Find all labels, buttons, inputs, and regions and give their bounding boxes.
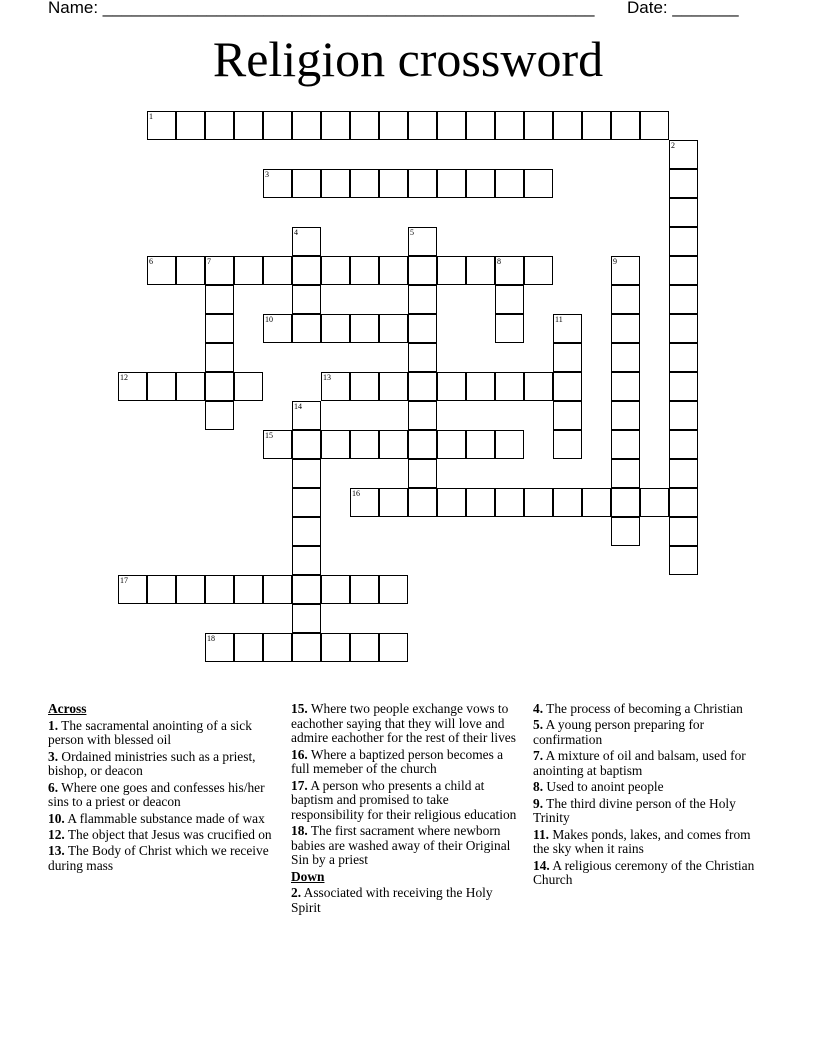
crossword-cell[interactable]: [495, 256, 524, 285]
crossword-cell[interactable]: [176, 372, 205, 401]
crossword-cell[interactable]: [321, 430, 350, 459]
clue-column-3: [533, 702, 758, 890]
clue-down-8: 8. Used to anoint people: [533, 779, 664, 795]
crossword-cell[interactable]: [321, 372, 350, 401]
crossword-cell[interactable]: [176, 111, 205, 140]
crossword-cell[interactable]: [553, 488, 582, 517]
clue-down-4: 4. The process of becoming a Christian: [533, 701, 743, 716]
crossword-cell[interactable]: [292, 169, 321, 198]
crossword-cell[interactable]: [379, 169, 408, 198]
crossword-cell[interactable]: [495, 285, 524, 314]
clue-across-3: 3. Ordained ministries such as a priest, bishop, or deacon: [48, 748, 256, 779]
crossword-cell[interactable]: [205, 314, 234, 343]
crossword-cell[interactable]: [205, 111, 234, 140]
crossword-cell[interactable]: [263, 111, 292, 140]
crossword-cell[interactable]: [466, 430, 495, 459]
crossword-cell[interactable]: [263, 575, 292, 604]
clue-column-2: [291, 702, 523, 917]
crossword-cell[interactable]: [292, 227, 321, 256]
crossword-cell[interactable]: [292, 546, 321, 575]
crossword-cell[interactable]: [379, 372, 408, 401]
crossword-cell[interactable]: [582, 488, 611, 517]
crossword-cell[interactable]: [118, 372, 147, 401]
crossword-cell[interactable]: [350, 111, 379, 140]
clue-number: 10: [265, 315, 273, 324]
crossword-cell[interactable]: [524, 169, 553, 198]
crossword-cell[interactable]: [292, 314, 321, 343]
crossword-cell[interactable]: [669, 430, 698, 459]
crossword-cell[interactable]: [292, 256, 321, 285]
crossword-cell[interactable]: [611, 401, 640, 430]
crossword-cell[interactable]: [553, 111, 582, 140]
crossword-cell[interactable]: [234, 633, 263, 662]
crossword-cell[interactable]: [205, 285, 234, 314]
crossword-cell[interactable]: [350, 372, 379, 401]
crossword-cell[interactable]: [437, 169, 466, 198]
crossword-cell[interactable]: [437, 111, 466, 140]
crossword-cell[interactable]: [292, 517, 321, 546]
crossword-cell[interactable]: [669, 372, 698, 401]
crossword-cell[interactable]: [466, 372, 495, 401]
crossword-cell[interactable]: [524, 488, 553, 517]
clue-number: 1: [149, 112, 153, 121]
clue-number: 12: [120, 373, 128, 382]
down-heading: Down: [291, 868, 325, 884]
crossword-cell[interactable]: [611, 111, 640, 140]
clue-number: 2: [671, 141, 675, 150]
crossword-cell[interactable]: [176, 256, 205, 285]
crossword-cell[interactable]: [292, 401, 321, 430]
crossword-cell[interactable]: [611, 517, 640, 546]
crossword-cell[interactable]: [408, 430, 437, 459]
clue-across-18: 18. The first sacrament where newborn babies are washed away of their Original Sin by a priest: [291, 823, 511, 868]
crossword-cell[interactable]: [669, 140, 698, 169]
crossword-cell[interactable]: [292, 459, 321, 488]
clue-across-13: 13. The Body of Christ which we receive during mass: [48, 843, 269, 873]
crossword-cell[interactable]: [524, 111, 553, 140]
clue-number: 15: [265, 431, 273, 440]
crossword-cell[interactable]: [582, 111, 611, 140]
crossword-cell[interactable]: [553, 401, 582, 430]
crossword-cell[interactable]: [408, 372, 437, 401]
clue-number: 17: [120, 576, 128, 585]
date-field-label: Date: _______: [627, 0, 739, 17]
crossword-cell[interactable]: [234, 111, 263, 140]
crossword-cell[interactable]: [379, 488, 408, 517]
crossword-cell[interactable]: [495, 430, 524, 459]
clue-across-15: 15. Where two people exchange vows to eachother saying that they will love and admire eachother for the rest of their lives: [291, 701, 516, 746]
crossword-cell[interactable]: [379, 430, 408, 459]
crossword-cell[interactable]: [205, 256, 234, 285]
crossword-cell[interactable]: [611, 285, 640, 314]
crossword-cell[interactable]: [350, 488, 379, 517]
crossword-cell[interactable]: [147, 372, 176, 401]
crossword-cell[interactable]: [350, 633, 379, 662]
crossword-cell[interactable]: [147, 575, 176, 604]
crossword-cell[interactable]: [118, 575, 147, 604]
clue-number: 14: [294, 402, 302, 411]
crossword-cell[interactable]: [553, 343, 582, 372]
crossword-cell[interactable]: [379, 256, 408, 285]
crossword-cell[interactable]: [611, 372, 640, 401]
clue-down-5: 5. A young person preparing for confirmation: [533, 717, 705, 747]
clue-number: 7: [207, 257, 211, 266]
name-field-label: Name: ____________________________________________________: [48, 0, 595, 17]
crossword-cell[interactable]: [669, 314, 698, 343]
clue-number: 3: [265, 170, 269, 179]
crossword-cell[interactable]: [379, 111, 408, 140]
crossword-cell[interactable]: [408, 285, 437, 314]
clue-across-6: 6. Where one goes and confesses his/her sins to a priest or deacon: [48, 779, 265, 810]
crossword-cell[interactable]: [321, 111, 350, 140]
crossword-cell[interactable]: [379, 633, 408, 662]
crossword-cell[interactable]: [669, 256, 698, 285]
crossword-cell[interactable]: [321, 575, 350, 604]
clue-across-16: 16. Where a baptized person becomes a full memeber of the church: [291, 746, 504, 777]
crossword-cell[interactable]: [437, 372, 466, 401]
crossword-cell[interactable]: [669, 285, 698, 314]
clue-down-11: 11. Makes ponds, lakes, and comes from the sky when it rains: [533, 826, 751, 857]
crossword-cell[interactable]: [669, 343, 698, 372]
crossword-cell[interactable]: [611, 343, 640, 372]
crossword-cell[interactable]: [495, 314, 524, 343]
crossword-cell[interactable]: [408, 343, 437, 372]
crossword-cell[interactable]: [408, 169, 437, 198]
clue-across-17: 17. A person who presents a child at baptism and promised to take responsibility for their religious education: [291, 777, 517, 822]
crossword-cell[interactable]: [292, 575, 321, 604]
crossword-cell[interactable]: [669, 459, 698, 488]
crossword-cell[interactable]: [553, 372, 582, 401]
clue-down-7: 7. A mixture of oil and balsam, used for anointing at baptism: [533, 748, 746, 778]
crossword-cell[interactable]: [176, 575, 205, 604]
clue-down-2: 2. Associated with receiving the Holy Spirit: [291, 885, 493, 915]
crossword-cell[interactable]: [292, 430, 321, 459]
crossword-cell[interactable]: [321, 633, 350, 662]
crossword-cell[interactable]: [495, 169, 524, 198]
crossword-cell[interactable]: [669, 517, 698, 546]
crossword-cell[interactable]: [205, 575, 234, 604]
crossword-cell[interactable]: [292, 111, 321, 140]
crossword-cell[interactable]: [437, 256, 466, 285]
clue-number: 4: [294, 228, 298, 237]
clue-column-1: [48, 702, 273, 875]
clue-number: 18: [207, 634, 215, 643]
clue-number: 6: [149, 257, 153, 266]
crossword-cell[interactable]: [205, 343, 234, 372]
crossword-cell[interactable]: [466, 169, 495, 198]
crossword-cell[interactable]: [408, 314, 437, 343]
clue-number: 13: [323, 373, 331, 382]
crossword-cell[interactable]: [437, 488, 466, 517]
crossword-cell[interactable]: [611, 314, 640, 343]
clue-number: 5: [410, 228, 414, 237]
crossword-cell[interactable]: [234, 256, 263, 285]
clue-across-12: 12. The object that Jesus was crucified on: [48, 826, 272, 842]
crossword-cell[interactable]: [611, 488, 640, 517]
crossword-cell[interactable]: [205, 401, 234, 430]
crossword-cell[interactable]: [669, 546, 698, 575]
crossword-cell[interactable]: [292, 604, 321, 633]
crossword-cell[interactable]: [553, 314, 582, 343]
crossword-cell[interactable]: [669, 401, 698, 430]
crossword-cell[interactable]: [408, 256, 437, 285]
crossword-cell[interactable]: [147, 111, 176, 140]
crossword-cell[interactable]: [321, 169, 350, 198]
crossword-cell[interactable]: [611, 430, 640, 459]
crossword-cell[interactable]: [263, 314, 292, 343]
crossword-cell[interactable]: [408, 227, 437, 256]
crossword-cell[interactable]: [408, 459, 437, 488]
clue-number: 11: [555, 315, 563, 324]
crossword-cell[interactable]: [263, 430, 292, 459]
crossword-cell[interactable]: [292, 633, 321, 662]
crossword-cell[interactable]: [408, 111, 437, 140]
crossword-cell[interactable]: [321, 256, 350, 285]
crossword-cell[interactable]: [437, 430, 466, 459]
crossword-cell[interactable]: [350, 575, 379, 604]
crossword-cell[interactable]: [292, 488, 321, 517]
crossword-cell[interactable]: [466, 256, 495, 285]
crossword-cell[interactable]: [350, 430, 379, 459]
crossword-cell[interactable]: [205, 372, 234, 401]
crossword-cell[interactable]: [263, 256, 292, 285]
crossword-cell[interactable]: [408, 401, 437, 430]
clue-across-10: 10. A flammable substance made of wax: [48, 810, 265, 826]
clue-number: 8: [497, 257, 501, 266]
crossword-cell[interactable]: [466, 488, 495, 517]
crossword-cell[interactable]: [669, 227, 698, 256]
crossword-cell[interactable]: [495, 111, 524, 140]
crossword-cell[interactable]: [466, 111, 495, 140]
crossword-cell[interactable]: [321, 314, 350, 343]
crossword-cell[interactable]: [234, 575, 263, 604]
crossword-cell[interactable]: [611, 256, 640, 285]
crossword-cell[interactable]: [350, 314, 379, 343]
crossword-cell[interactable]: [495, 372, 524, 401]
crossword-cell[interactable]: [495, 488, 524, 517]
crossword-cell[interactable]: [640, 488, 669, 517]
crossword-cell[interactable]: [234, 372, 263, 401]
crossword-cell[interactable]: [611, 459, 640, 488]
clue-number: 9: [613, 257, 617, 266]
crossword-cell[interactable]: [379, 314, 408, 343]
crossword-cell[interactable]: [669, 488, 698, 517]
crossword-cell[interactable]: [263, 169, 292, 198]
page-title: Religion crossword: [212, 31, 604, 87]
crossword-cell[interactable]: [147, 256, 176, 285]
clue-down-14: 14. A religious ceremony of the Christian Church: [533, 857, 755, 888]
crossword-cell[interactable]: [292, 285, 321, 314]
crossword-cell[interactable]: [524, 372, 553, 401]
crossword-cell[interactable]: [205, 633, 234, 662]
clue-down-9: 9. The third divine person of the Holy Trinity: [533, 795, 736, 826]
crossword-cell[interactable]: [524, 256, 553, 285]
crossword-cell[interactable]: [408, 488, 437, 517]
crossword-cell[interactable]: [350, 169, 379, 198]
crossword-cell[interactable]: [669, 198, 698, 227]
crossword-cell[interactable]: [350, 256, 379, 285]
crossword-cell[interactable]: [553, 430, 582, 459]
crossword-cell[interactable]: [669, 169, 698, 198]
crossword-cell[interactable]: [379, 575, 408, 604]
clue-across-1: 1. The sacramental anointing of a sick person with blessed oil: [48, 717, 252, 748]
crossword-cell[interactable]: [640, 111, 669, 140]
across-heading: Across: [48, 701, 87, 716]
crossword-cell[interactable]: [263, 633, 292, 662]
clue-number: 16: [352, 489, 360, 498]
